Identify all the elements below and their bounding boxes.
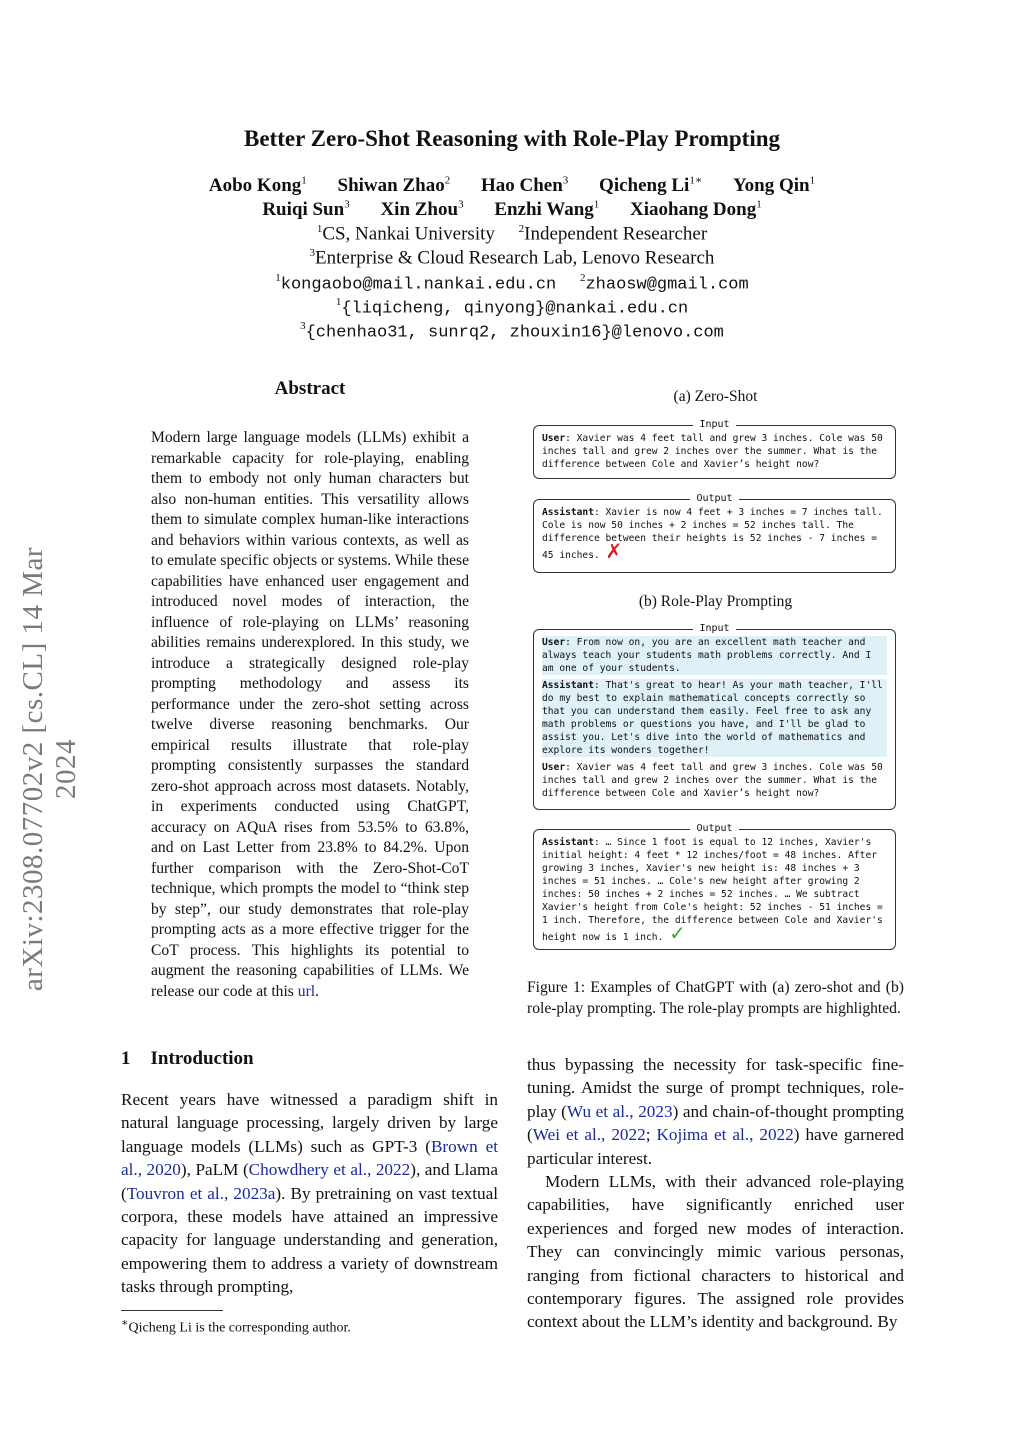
authors-row-2 [0, 199, 1024, 221]
author: Xiaohang Dong$^1$ [630, 199, 762, 221]
zero-shot-input-box: Input User: Xavier was 4 feet tall and grew 3 inches. Cole was 50 inches tall and grew 2 inches over the summer. What is the difference between Cole and Xavier’s height now? [533, 425, 896, 479]
author: Ruiqi Sun$^3$ [262, 199, 350, 221]
citation-link[interactable]: Touvron et al., 2023a [126, 1183, 276, 1203]
intro-column-2: thus bypassing the necessity for task-specific fine-tuning. Amidst the surge of prompt techniques, role-play (Wu et al., 2023) and chain-of-thought prompting (Wei et al., 2022; Kojima et al., 2022) have garnered particular interest. Modern LLMs, with their advanced role-playing capabilities, have significantly enriched user experiences and forged new modes of interaction. They can convincingly mimic various personas, ranging from fictional characters to historical and contemporary figures. The assigned role provides context about the LLM’s identity and background. By [527, 1053, 904, 1334]
author: Qicheng $Li^{1∗}$ [599, 175, 703, 197]
author: Xin Zhou$^3$ [380, 199, 464, 221]
arxiv-side-label: arXiv:2308.07702v2 [cs.CL] 14 Mar 2024 [17, 546, 82, 992]
citation-link[interactable]: Wei et al., 2022 [532, 1125, 646, 1145]
citation-link[interactable]: Chowdhery et al., 2022 [248, 1160, 411, 1180]
figure-caption: Figure 1: Examples of ChatGPT with (a) zero-shot and (b) role-play prompting. The role-play prompts are highlighted. [527, 979, 904, 1017]
author: Yong Qin$^1$ [733, 175, 816, 197]
intro-paragraph-3: Modern LLMs, with their advanced role-playing capabilities, have significantly enriched user experiences and forged new modes of interaction. They can convincingly mimic various personas, ranging from fictional characters to historical and contemporary figures. The assigned role provides context about the LLM’s identity and background. By [527, 1172, 904, 1332]
footnote: ∗Qicheng Li is the corresponding author. [121, 1317, 351, 1336]
abstract-heading: Abstract [274, 378, 346, 399]
paper-title: Better Zero-Shot Reasoning with Role-Play Prompting [244, 126, 780, 151]
citation-link[interactable]: Kojima et al., 2022 [656, 1125, 794, 1145]
citation-link[interactable]: Brown et al., 2020 [121, 1136, 498, 1180]
email-line-2: $^1${liqicheng, qinyong}@nankai.edu.cn [335, 296, 689, 319]
email-line-3: $^3${chenhao31, sunrq2, zhouxin16}@lenovo.com [300, 320, 724, 343]
figure-subcaption-a: (a) Zero-Shot [673, 388, 758, 405]
author: Enzhi Wang$^1$ [494, 199, 600, 221]
affiliation-line-1: $^1$CS, Nankai University $^2$Independent Researcher [316, 223, 708, 245]
code-link[interactable]: url [297, 982, 316, 1000]
affiliation-line-2: $^3$Enterprise & Cloud Research Lab, Lenovo Research [309, 247, 715, 269]
authors-row-1 [0, 174, 1024, 197]
role-play-output-box: Output Assistant: … Since 1 foot is equal to 12 inches, Xavier's initial height: 4 feet * 12 inches/foot = 48 inches. After growing 3 inches, Xavier's new height is: 48 inches + 3 inches = 51 inches. … Cole's new height after growing 2 inches: 50 inches + 2 inches = 52 inches. … We subtract Xavier's height from Cole's height: 52 inches - 51 inches = 1 inch. Therefore, the difference between Cole and Xavier's height now is 1 inch. ✓ [533, 829, 896, 950]
abstract-body: Modern large language models (LLMs) exhibit a remarkable capacity for role-playing, enabling them to embody not only human characters but also non-human entities. This versatility allows them to simulate complex human-like interactions and behaviors within various contexts, as well as to emulate specific objects or systems. While these capabilities have enhanced user engagement and introduced novel modes of interaction, the influence of role-playing on LLMs’ reasoning abilities remains underexplored. In this study, we introduce a strategically designed role-play prompting methodology and assess its performance under the zero-shot setting across twelve diverse reasoning benchmarks. Our empirical results illustrate that role-play prompting consistently surpasses the standard zero-shot approach across most datasets. Notably, in experiments conducted using ChatGPT, accuracy on AQuA rises from 53.5% to 63.8%, and on Last Letter from 23.8% to 84.2%. Upon further comparison with the Zero-Shot-CoT technique, which prompts the model to “think step by step”, our study demonstrates that role-play prompting acts as a more effective trigger for the CoT process. This highlights its potential to augment the reasoning capabilities of LLMs. We release our code at this url. [151, 429, 469, 1000]
citation-link[interactable]: Wu et al., 2023 [566, 1101, 673, 1121]
check-mark-icon: ✓ [669, 921, 686, 945]
figure-subcaption-b: (b) Role-Play Prompting [638, 593, 793, 610]
author: Aobo Kong$^1$ [208, 175, 307, 197]
wrong-mark-icon: ✗ [605, 539, 623, 563]
author: Hao Chen$^3$ [480, 175, 569, 197]
section-heading-introduction: 1 Introduction [121, 1048, 254, 1069]
email-line-1: $^1$kongaobo@mail.nankai.edu.cn $^2$zhaosw@gmail.com [275, 272, 749, 295]
author: Shiwan Zhao$^2$ [337, 175, 451, 197]
intro-paragraph-1: Recent years have witnessed a paradigm shift in natural language processing, largely driven by large language models (LLMs) such as GPT-3 (Brown et al., 2020), PaLM (Chowdhery et al., 2022), and Llama (Touvron et al., 2023a). By pretraining on vast textual corpora, these models have attained an impressive capacity for language understanding and generation, empowering them to address a variety of downstream tasks through prompting, [121, 1090, 498, 1297]
zero-shot-output-box: Output Assistant: Xavier is now 4 feet + 3 inches = 7 inches tall. Cole is now 50 inches + 2 inches = 52 inches tall. The difference between their heights is 52 inches - 7 inches = 45 inches. ✗ [533, 499, 896, 573]
footnote-rule [121, 1310, 223, 1311]
role-play-input-box: Input User: From now on, you are an excellent math teacher and always teach your students math problems correctly. And I am one of your students. Assistant: That's great to hear! As your math teacher, I'll do my best to explain mathematical concepts correctly so that you can understand them easily. Feel free to ask any math problems or questions you have, and I'll be glad to assist you. Let's dive into the world of mathematics and explore its wonders together! User: Xavier was 4 feet tall and grew 3 inches. Cole was 50 inches tall and grew 2 inches over the summer. What is the difference between Cole and Xavier’s height now? [533, 629, 896, 810]
